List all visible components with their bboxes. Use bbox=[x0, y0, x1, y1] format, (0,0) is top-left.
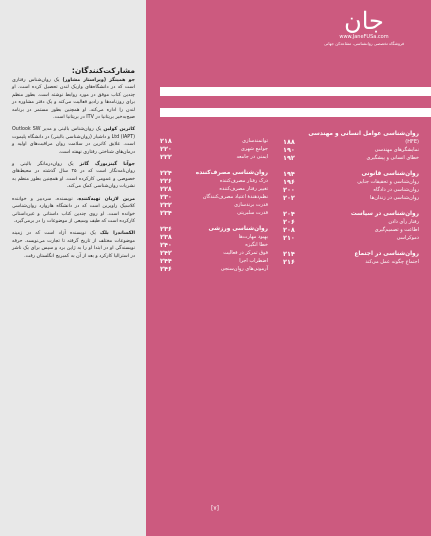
toc-entry[interactable] bbox=[283, 194, 419, 202]
toc-page-number: ۲۲۰ bbox=[160, 145, 172, 153]
toc-page-number: ۲۰۲ bbox=[283, 194, 295, 202]
toc-label: (HFE) bbox=[405, 139, 419, 145]
toc-entry[interactable] bbox=[160, 257, 268, 265]
contributor-text: ، نویسنده، سردبیر و خواننده کلاسیک راوپرین است که در دانشگاه هاروارد روان‌شناسی خوانده است. او روی چندین کتاب داستانی و غیرداستانی کارکرده است که طیف وسیعی از موضوعات را در برمی‌گیرد. bbox=[12, 196, 135, 224]
toc-page-number: ۲۲۴ bbox=[160, 169, 172, 177]
toc-page-number: ۲۴۰ bbox=[160, 241, 172, 249]
toc-page-number: ۲۰۶ bbox=[283, 218, 295, 226]
toc-entry[interactable] bbox=[283, 138, 419, 146]
toc-section-heading[interactable] bbox=[160, 169, 268, 177]
contributor-text: یک روان‌شناس بالینی و مدیر Outlook SW Ltd (IAPT) و داشیار (روان‌شناسی بالینی) در دانشگاه پلیموت است. علایق کاترین در سلامت روان مراقبت‌های اولیه و درمان‌های شناختی رفتاری نهفته است. bbox=[12, 127, 135, 155]
toc-page-number: ۲۴۴ bbox=[160, 257, 172, 265]
toc-label: روان‌شناسی در سیاست bbox=[350, 211, 419, 217]
toc-entry[interactable] bbox=[283, 146, 419, 154]
contributor-name: مرین لازیان تهیه‌کننده bbox=[78, 196, 135, 202]
toc-entry[interactable] bbox=[160, 201, 268, 209]
toc-gap bbox=[283, 242, 419, 250]
contributor-text: یک روان‌درمانگر بالینی و روان‌نامه‌نگار است که در ۲۵ سال گذشته در محیط‌های خصوصی و عمومی کارکرده است. او همچنین بطور منظم به نشریات روان‌شناسی کمک می‌کند. bbox=[12, 162, 135, 190]
toc-label: خطای انسانی و پیشگیری bbox=[366, 155, 419, 161]
toc-entry[interactable] bbox=[160, 177, 268, 185]
toc-page-number: ۲۳۰ bbox=[160, 193, 172, 201]
toc-label: روان‌شناسی در زندان‌ها bbox=[370, 195, 419, 201]
toc-page-number: ۲۲۲ bbox=[160, 153, 172, 161]
toc-page-number: ۲۳۲ bbox=[160, 201, 172, 209]
toc-label: فوق تمرکز در فعالیت bbox=[223, 250, 268, 256]
toc-section-heading[interactable] bbox=[283, 170, 419, 178]
publisher-logo bbox=[316, 8, 412, 56]
toc-column-right bbox=[283, 130, 419, 266]
toc-section-heading[interactable] bbox=[283, 250, 419, 258]
toc-page-number: ۱۸۸ bbox=[283, 138, 295, 146]
toc-entry[interactable] bbox=[283, 218, 419, 226]
toc-gap bbox=[160, 161, 268, 169]
page-number: [۷] bbox=[211, 505, 219, 512]
toc-entry[interactable] bbox=[160, 249, 268, 257]
toc-label: اطاعت و تصمیم‌گیری bbox=[374, 227, 419, 233]
toc-entry[interactable] bbox=[283, 226, 419, 234]
logo-mark: جان bbox=[344, 7, 384, 35]
toc-page-number: ۲۲۸ bbox=[160, 185, 172, 193]
toc-entry[interactable] bbox=[283, 178, 419, 186]
logo-tagline: فروشگاه تخصصی روانشناسی، متقاعدکن جهانی bbox=[323, 41, 405, 46]
toc-label: اجتماع چگونه عمل می‌کند bbox=[365, 259, 419, 265]
toc-entry[interactable] bbox=[160, 185, 268, 193]
toc-page-number: ۲۳۴ bbox=[160, 209, 172, 217]
toc-entry[interactable] bbox=[283, 186, 419, 194]
contributor-name: جوآنا گینزبورگ گانز bbox=[79, 162, 135, 168]
toc-entry[interactable] bbox=[160, 241, 268, 249]
toc-label: دموکراسی bbox=[396, 235, 419, 241]
toc-page-number: ۱۹۰ bbox=[283, 146, 295, 154]
toc-label: درک رفتار مصرف‌کننده bbox=[219, 178, 268, 184]
toc-label: نظم‌دهندهٔ اعتیاد مصرف‌کنندگان bbox=[202, 194, 268, 200]
toc-entry[interactable] bbox=[160, 209, 268, 217]
toc-label: ایمنی در جامعه bbox=[236, 154, 268, 160]
toc-page-number: ۱۹۴ bbox=[283, 170, 295, 178]
toc-label: توانمندسازی bbox=[242, 138, 268, 144]
toc-entry[interactable] bbox=[160, 145, 268, 153]
toc-page-number: ۱۹۶ bbox=[283, 178, 295, 186]
logo-url: www.JaneFUSa.com bbox=[339, 34, 389, 40]
toc-label: نمایشگرهای مهندسی bbox=[374, 147, 419, 153]
toc-label: قدرت برندسازی bbox=[234, 202, 268, 208]
toc-entry[interactable] bbox=[283, 258, 419, 266]
contributor-bio bbox=[12, 230, 135, 260]
toc-gap bbox=[160, 217, 268, 225]
toc-entry[interactable] bbox=[160, 137, 268, 145]
toc-gap bbox=[283, 162, 419, 170]
toc-entry[interactable] bbox=[283, 234, 419, 242]
contributor-bio bbox=[12, 77, 135, 121]
toc-column-left bbox=[160, 137, 268, 273]
toc-section-heading[interactable] bbox=[283, 210, 419, 218]
toc-label: خطا انگیزه bbox=[245, 242, 268, 248]
contributors-list bbox=[12, 77, 135, 260]
contributor-bio bbox=[12, 126, 135, 156]
toc-entry[interactable] bbox=[160, 193, 268, 201]
toc-entry[interactable] bbox=[160, 265, 268, 273]
contributor-name: جو همینگز (ویراستار مشاور) bbox=[62, 78, 135, 83]
toc-section-heading[interactable] bbox=[160, 225, 268, 233]
toc-section-heading[interactable] bbox=[283, 130, 419, 138]
toc-label: روان‌شناسی و تحقیقات جنایی bbox=[357, 179, 419, 185]
contributor-text: یک روان‌شناس رفتاری است که در دانشگاه‌های واریک لندن تحصیل کرده است. او چندین کتاب موفق در مورد روابط نوشته است. بطور منظم برای روزنامه‌ها و رادیو فعالیت می‌کند و یک دفتر مشاوره در لندن را اداره می‌کند. او همچنین بطور مستمر در برنامه صبح‌به‌خیر بریتانیا در ITV در بریتانیا است. bbox=[12, 78, 135, 121]
toc-label: تغییر رفتار مصرف‌کننده bbox=[219, 186, 268, 192]
contributor-bio bbox=[12, 161, 135, 191]
toc-label: روان‌شناسی قانونی bbox=[361, 171, 419, 177]
toc-label: روان‌شناسی در دادگاه bbox=[373, 187, 419, 193]
toc-page-number: ۲۴۲ bbox=[160, 249, 172, 257]
contributor-text: یک نویسنده آزاد است که در زمینه موضوعات مختلف از تاریخ گرفته تا تجارت می‌نویسد. حرفه نویسندگی او در ابتدا او را به ژاپن برد و سپس برای یک ناشر در استرالیا کارکرد و بعد از آن به کمبریج انگلستان رفت. bbox=[12, 231, 135, 259]
toc-label: بهبود مهارت‌ها bbox=[238, 234, 268, 240]
toc-page-number: ۲۱۸ bbox=[160, 137, 172, 145]
toc-entry[interactable] bbox=[160, 153, 268, 161]
toc-page-number: ۲۱۴ bbox=[283, 250, 295, 258]
contributors-title: مشارکت‌کنندگان: bbox=[71, 66, 135, 75]
toc-page-number: ۲۲۶ bbox=[160, 177, 172, 185]
contributor-bio bbox=[12, 196, 135, 226]
toc-label: روان‌شناسی مصرف‌کننده bbox=[195, 170, 268, 176]
toc-label: رفتار رأی دادن bbox=[388, 219, 419, 225]
toc-label: روان‌شناسی در اجتماع bbox=[354, 251, 419, 257]
toc-label: قدرت سلبریتی bbox=[237, 210, 268, 216]
toc-page-number: ۲۳۸ bbox=[160, 233, 172, 241]
contributor-name: الکساندرا بلک bbox=[100, 231, 135, 237]
toc-label: روان‌شناسی ورزشی bbox=[208, 226, 268, 232]
contributors-section bbox=[12, 66, 135, 265]
toc-label: آرمونی‌های روان‌سنجی bbox=[220, 266, 268, 272]
toc-page-number: ۲۰۴ bbox=[283, 210, 295, 218]
toc-gap bbox=[283, 202, 419, 210]
toc-entry[interactable] bbox=[283, 154, 419, 162]
toc-entry[interactable] bbox=[160, 233, 268, 241]
header-band-top bbox=[160, 87, 431, 96]
toc-page-number: ۲۴۶ bbox=[160, 265, 172, 273]
toc-label: روان‌شناسی عوامل انسانی و مهندسی bbox=[308, 131, 419, 137]
header-band-bottom bbox=[160, 108, 431, 117]
toc-page-number: ۲۰۸ bbox=[283, 226, 295, 234]
toc-page-number: ۲۱۰ bbox=[283, 234, 295, 242]
toc-label: جوامع شهری bbox=[240, 146, 268, 152]
toc-page-number: ۱۹۲ bbox=[283, 154, 295, 162]
contributor-name: کاترین کولین bbox=[103, 127, 135, 133]
toc-page-number: ۲۳۶ bbox=[160, 225, 172, 233]
toc-page-number: ۲۱۶ bbox=[283, 258, 295, 266]
toc-label: اضطراب اجرا bbox=[239, 258, 268, 264]
toc-page-number: ۲۰۰ bbox=[283, 186, 295, 194]
